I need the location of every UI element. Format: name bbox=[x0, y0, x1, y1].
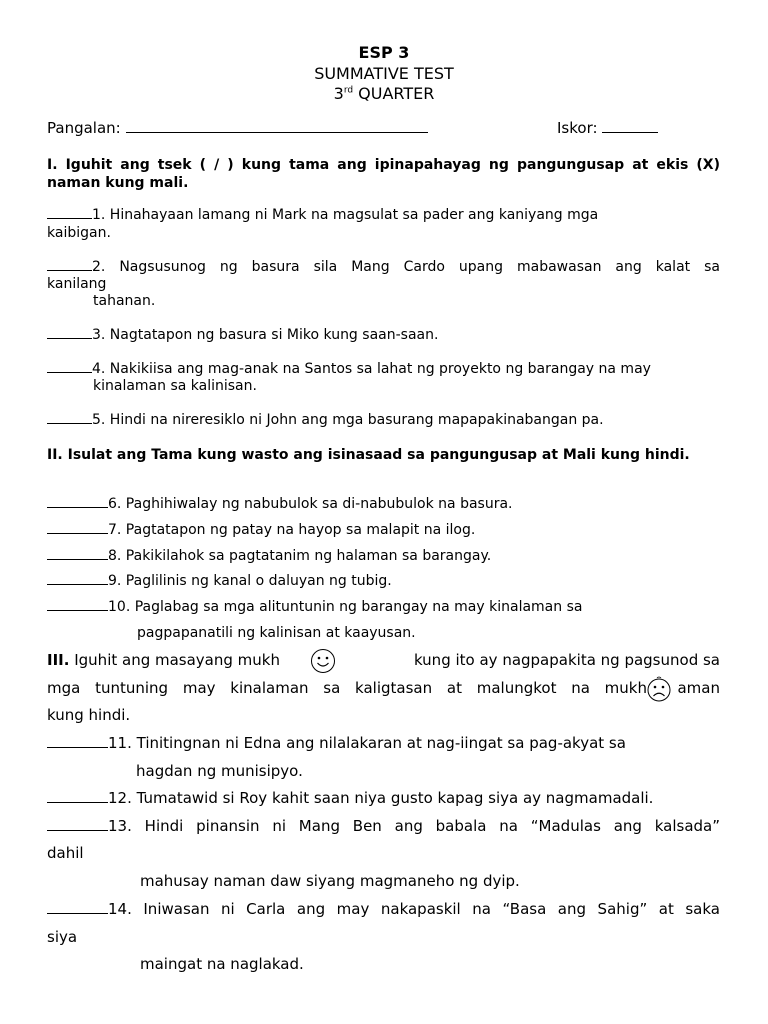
answer-blank[interactable] bbox=[47, 371, 92, 373]
part1-item-2-cont: kanilang bbox=[47, 276, 107, 292]
test-type-title: SUMMATIVE TEST bbox=[314, 64, 454, 83]
smiley-face-icon bbox=[310, 648, 336, 674]
part3-instr-line2-a: mga tuntuning may kinalaman sa kaligtasan at malungkot na mukh bbox=[47, 679, 647, 697]
part2-instructions: II. Isulat ang Tama kung wasto ang isinasaad sa pangungusap at Mali kung hindi. bbox=[47, 447, 690, 463]
part3-instr-line2-b: aman bbox=[677, 679, 720, 697]
part2-item-10-cont: pagpapanatili ng kalinisan at kaayusan. bbox=[137, 625, 416, 641]
part1-item-1: 1. Hinahayaan lamang ni Mark na magsulat sa pader ang kaniyang mga bbox=[47, 207, 598, 223]
part1-item-2-cont2: tahanan. bbox=[93, 293, 156, 309]
answer-blank[interactable] bbox=[47, 337, 92, 339]
part3-item-14-cont: siya bbox=[47, 928, 78, 946]
part2-item-10: 10. Paglabag sa mga alituntunin ng barangay na may kinalaman sa bbox=[47, 599, 582, 615]
quarter-title: 3rd QUARTER bbox=[333, 84, 435, 103]
answer-blank[interactable] bbox=[47, 532, 108, 534]
answer-blank[interactable] bbox=[47, 422, 92, 424]
part3-item-13: 13. Hindi pinansin ni Mang Ben ang babala na “Madulas ang kalsada” bbox=[47, 817, 720, 835]
part1-item-1-cont: kaibigan. bbox=[47, 225, 111, 241]
part3-instr-line1-a: III. Iguhit ang masayang mukh bbox=[47, 651, 280, 669]
answer-blank[interactable] bbox=[47, 558, 108, 560]
part3-item-13-cont2: mahusay naman daw siyang magmaneho ng dyip. bbox=[140, 872, 520, 890]
score-blank[interactable] bbox=[602, 131, 658, 133]
name-field bbox=[47, 119, 428, 137]
answer-blank[interactable] bbox=[47, 217, 92, 219]
part2-item-9: 9. Paglilinis ng kanal o daluyan ng tubig. bbox=[47, 573, 392, 589]
answer-blank[interactable] bbox=[47, 506, 108, 508]
part1-item-3: 3. Nagtatapon ng basura si Miko kung saan-saan. bbox=[47, 327, 438, 343]
name-label: Pangalan: bbox=[47, 119, 121, 137]
part1-item-2: 2. Nagsusunog ng basura sila Mang Cardo upang mabawasan ang kalat sa bbox=[47, 259, 720, 275]
answer-blank[interactable] bbox=[47, 609, 108, 611]
subject-title: ESP 3 bbox=[358, 43, 410, 62]
part2-item-7: 7. Pagtatapon ng patay na hayop sa malapit na ilog. bbox=[47, 522, 475, 538]
score-field bbox=[557, 119, 658, 137]
answer-blank[interactable] bbox=[47, 746, 108, 748]
answer-blank[interactable] bbox=[47, 801, 108, 803]
part3-item-11-cont: hagdan ng munisipyo. bbox=[136, 762, 303, 780]
sad-face-icon bbox=[646, 675, 672, 703]
name-blank[interactable] bbox=[126, 131, 428, 133]
answer-blank[interactable] bbox=[47, 583, 108, 585]
part1-item-4-cont: kinalaman sa kalinisan. bbox=[93, 378, 257, 394]
part2-item-6: 6. Paghihiwalay ng nabubulok sa di-nabubulok na basura. bbox=[47, 496, 513, 512]
part3-item-12: 12. Tumatawid si Roy kahit saan niya gusto kapag siya ay nagmamadali. bbox=[47, 789, 653, 807]
answer-blank[interactable] bbox=[47, 912, 108, 914]
part3-item-13-cont: dahil bbox=[47, 844, 84, 862]
part1-instructions: I. Iguhit ang tsek ( / ) kung tama ang ipinapahayag ng pangungusap at ekis (X) naman kung mali. bbox=[47, 157, 720, 191]
part3-item-11: 11. Tinitingnan ni Edna ang nilalakaran at nag-iingat sa pag-akyat sa bbox=[47, 734, 626, 752]
part3-instr-line1-b: kung ito ay nagpapakita ng pagsunod sa bbox=[413, 651, 720, 669]
part2-item-8: 8. Pakikilahok sa pagtatanim ng halaman sa barangay. bbox=[47, 548, 491, 564]
part1-item-5: 5. Hindi na nireresiklo ni John ang mga basurang mapapakinabangan pa. bbox=[47, 412, 604, 428]
part3-item-14-cont2: maingat na naglakad. bbox=[140, 955, 304, 973]
answer-blank[interactable] bbox=[47, 269, 92, 271]
part1-item-4: 4. Nakikiisa ang mag-anak na Santos sa lahat ng proyekto ng barangay na may bbox=[47, 361, 651, 377]
score-label: Iskor: bbox=[557, 119, 598, 137]
part3-item-14: 14. Iniwasan ni Carla ang may nakapaskil na “Basa ang Sahig” at saka bbox=[47, 900, 720, 918]
part3-instr-line3: kung hindi. bbox=[47, 706, 131, 724]
answer-blank[interactable] bbox=[47, 829, 108, 831]
